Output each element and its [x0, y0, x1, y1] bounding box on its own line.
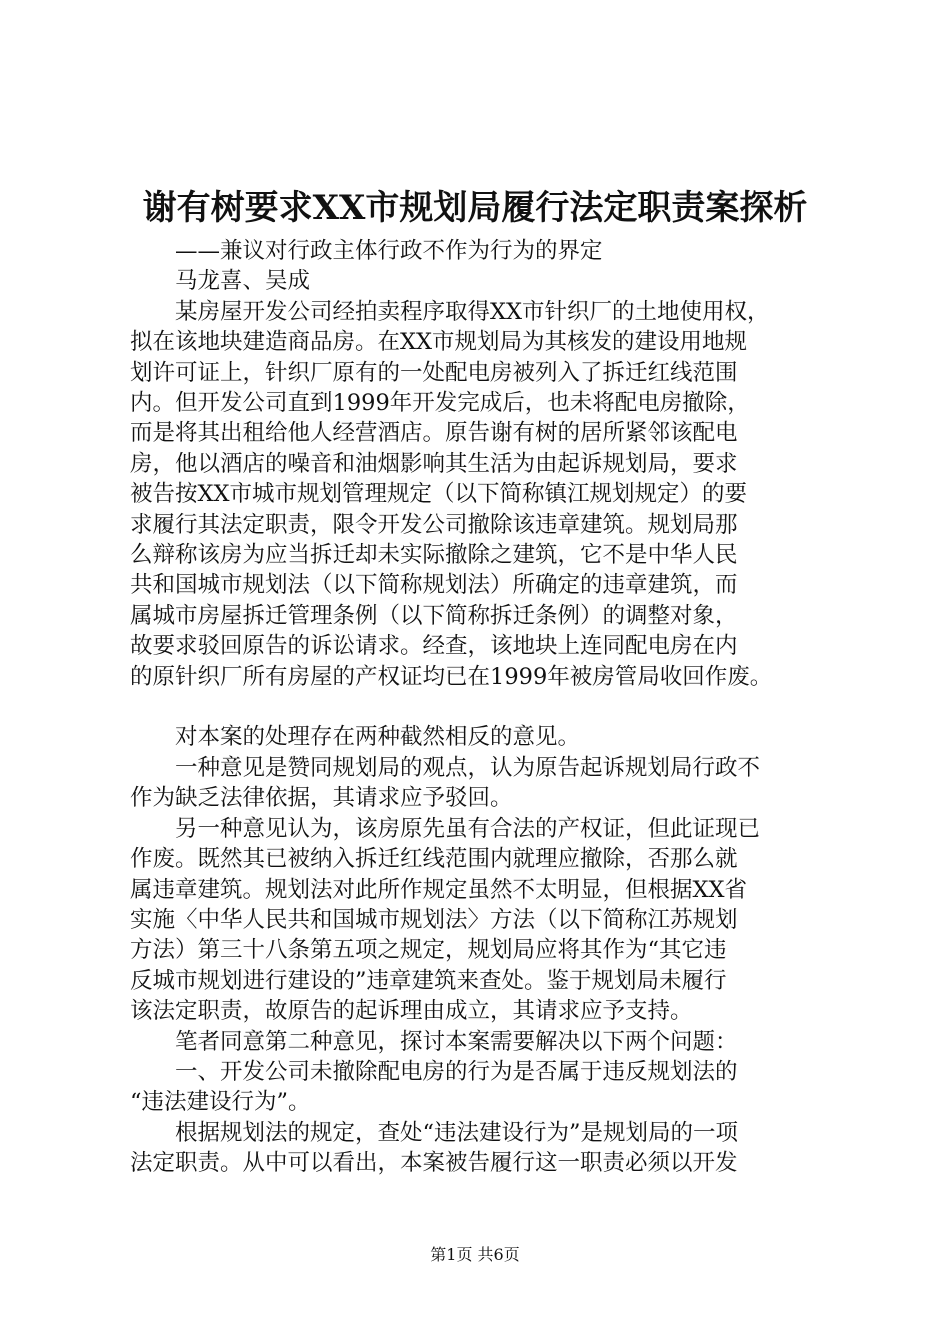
body-line: 故要求驳回原告的诉讼请求。经查，该地块上连同配电房在内: [130, 633, 738, 660]
body-line: 笔者同意第二种意见，探讨本案需要解决以下两个问题：: [175, 1028, 738, 1055]
body-line: 作为缺乏法律依据，其请求应予驳回。: [130, 785, 513, 812]
body-line: 法定职责。从中可以看出，本案被告履行这一职责必须以开发: [130, 1150, 738, 1177]
document-body: [130, 236, 830, 1179]
body-line: 求履行其法定职责，限令开发公司撤除该违章建筑。规划局那: [130, 511, 738, 538]
page-number: 第1页 共6页: [430, 1245, 520, 1264]
body-line: 划许可证上，针织厂原有的一处配电房被列入了拆迁红线范围: [130, 359, 738, 386]
document-title: 谢有树要求XX市规划局履行法定职责案探析: [142, 188, 808, 228]
body-line: 另一种意见认为，该房原先虽有合法的产权证，但此证现已: [175, 815, 761, 842]
body-line: 该法定职责，故原告的起诉理由成立，其请求应予支持。: [130, 998, 693, 1025]
body-line: 属违章建筑。规划法对此所作规定虽然不太明显，但根据XX省: [130, 876, 748, 903]
body-line: 实施〈中华人民共和国城市规划法〉方法（以下简称江苏规划: [130, 906, 738, 933]
section-heading: 一、开发公司未撤除配电房的行为是否属于违反规划法的: [175, 1058, 738, 1085]
body-line: 一种意见是赞同规划局的观点，认为原告起诉规划局行政不: [175, 754, 761, 781]
body-line: 某房屋开发公司经拍卖程序取得XX市针织厂的土地使用权，: [175, 298, 770, 325]
body-line: 属城市房屋拆迁管理条例（以下简称拆迁条例）的调整对象，: [130, 602, 738, 629]
body-line: 房，他以酒店的噪音和油烟影响其生活为由起诉规划局，要求: [130, 450, 738, 477]
body-line: 根据规划法的规定，查处“违法建设行为”是规划局的一项: [175, 1119, 739, 1146]
authors: 马龙喜、吴成: [175, 268, 311, 295]
body-line: 方法）第三十八条第五项之规定，规划局应将其作为“其它违: [130, 937, 727, 964]
section-heading-cont: “违法建设行为”。: [130, 1089, 311, 1116]
body-line: 被告按XX市城市规划管理规定（以下简称镇江规划规定）的要: [130, 481, 748, 508]
body-line: 而是将其出租给他人经营酒店。原告谢有树的居所紧邻该配电: [130, 420, 738, 447]
body-line: 对本案的处理存在两种截然相反的意见。: [175, 724, 581, 751]
body-line: 拟在该地块建造商品房。在XX市规划局为其核发的建设用地规: [130, 329, 748, 356]
body-line: 内。但开发公司直到1999年开发完成后，也未将配电房撤除，: [130, 390, 750, 417]
body-line: 作废。既然其已被纳入拆迁红线范围内就理应撤除，否那么就: [130, 846, 738, 873]
blank-line: [130, 692, 830, 722]
body-line: 反城市规划进行建设的”违章建筑来查处。鉴于规划局未履行: [130, 967, 727, 994]
body-line: 么辩称该房为应当拆迁却未实际撤除之建筑，它不是中华人民: [130, 542, 738, 569]
body-line: 共和国城市规划法（以下简称规划法）所确定的违章建筑，而: [130, 572, 738, 599]
body-line: 的原针织厂所有房屋的产权证均已在1999年被房管局收回作废。: [130, 663, 773, 690]
subtitle: ——兼议对行政主体行政不作为行为的界定: [175, 238, 603, 264]
